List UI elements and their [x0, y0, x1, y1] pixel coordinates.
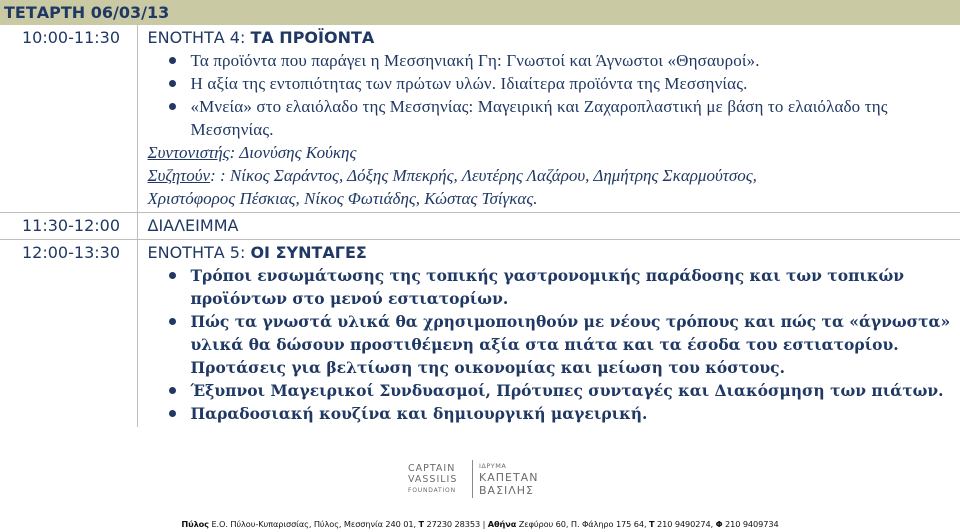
- list-item-text: Τρόποι ενσωμάτωσης της τοπικής γαστρονομικής παράδοσης και των τοπικών προϊόντων στο μενού εστιατορίων.: [190, 266, 905, 308]
- logo-text: ΒΑΣΙΛΗΣ: [479, 484, 535, 497]
- session-row: [0, 25, 960, 213]
- schedule-table: [0, 25, 960, 427]
- session-content: [137, 240, 960, 428]
- speakers-names-continued: Χριστόφορος Πέσκιας, Νίκος Φωτιάδης, Κώστας Τσίγκας.: [147, 189, 538, 208]
- coordinator-line: [148, 141, 960, 164]
- footer-phone-value: 27230 28353 |: [423, 519, 488, 529]
- footer-athens-address: Ζεφύρου 60, Π. Φάληρο 175 64,: [516, 519, 649, 529]
- footer-phone-label: T: [418, 519, 424, 529]
- list-item: [148, 379, 960, 402]
- list-item: [148, 264, 960, 310]
- speakers-label: Συζητούν: [147, 166, 211, 185]
- session-time: 10:00-11:30: [0, 25, 137, 213]
- logo-text: VASSILIS: [408, 473, 458, 485]
- coordinator-name: : Διονύσης Κούκης: [229, 143, 357, 162]
- session-title: ΤΑ ΠΡΟΪΟΝΤΑ: [250, 28, 375, 47]
- bullet-icon: [169, 57, 176, 64]
- logo-text: CAPTAIN: [408, 462, 456, 474]
- bullet-list: [148, 49, 960, 141]
- bullet-icon: [169, 80, 176, 87]
- session-content: [137, 213, 960, 240]
- session-heading: [148, 27, 960, 49]
- logo-divider: [472, 460, 473, 498]
- list-item: [148, 95, 960, 141]
- session-row: [0, 213, 960, 240]
- logo-english: [408, 463, 466, 496]
- footer-phone-value: 210 9490274,: [654, 519, 716, 529]
- break-label: ΔΙΑΛΕΙΜΜΑ: [147, 216, 239, 235]
- list-item-text: Η αξία της εντοπιότητας των πρώτων υλών. Ιδιαίτερα προϊόντα της Μεσσηνίας.: [190, 74, 748, 93]
- day-header: ΤΕΤΑΡΤΗ 06/03/13: [0, 0, 960, 25]
- speakers-line: [148, 164, 960, 187]
- session-time: 12:00-13:30: [0, 240, 137, 428]
- list-item: [148, 402, 960, 425]
- logo-text: FOUNDATION: [408, 486, 456, 494]
- foundation-logo: [408, 459, 568, 499]
- list-item-text: «Μνεία» στο ελαιόλαδο της Μεσσηνίας: Μαγειρική και Ζαχαροπλαστική με βάση το ελαιόλαδο της Μεσσηνίας.: [190, 97, 888, 139]
- coordinator-label: Συντονιστής: [147, 143, 230, 162]
- footer-pylos-label: Πύλος: [181, 519, 209, 529]
- footer-fax-label: Φ: [715, 519, 723, 529]
- bullet-icon: [169, 387, 176, 394]
- footer-pylos-address: Ε.Ο. Πύλου-Κυπαρισσίας, Πύλος, Μεσσηνία 240 01,: [208, 519, 419, 529]
- session-prefix: ΕΝΟΤΗΤΑ 4:: [147, 28, 251, 47]
- bullet-icon: [169, 103, 176, 110]
- session-row: [0, 240, 960, 428]
- footer-contact: [0, 519, 960, 529]
- logo-text: ΙΔΡΥΜΑ: [479, 462, 507, 470]
- footer-athens-label: Αθήνα: [487, 519, 517, 529]
- logo-text: ΚΑΠΕΤΑΝ: [479, 471, 539, 484]
- bullet-icon: [169, 410, 176, 417]
- list-item: [148, 49, 960, 72]
- footer-phone-label: T: [649, 519, 655, 529]
- session-time: 11:30-12:00: [0, 213, 137, 240]
- list-item: [148, 72, 960, 95]
- list-item-text: Πώς τα γνωστά υλικά θα χρησιμοποιηθούν με νέους τρόπους και πώς τα «άγνωστα» υλικά θα δώσουν προστιθέμενη αξία στα πιάτα και τα έσοδα του εστιατορίου. Προτάσεις για βελτίωση της οικονομίας και μείωση του κόστους.: [190, 312, 951, 377]
- session-heading: [148, 242, 960, 264]
- list-item-text: Παραδοσιακή κουζίνα και δημιουργική μαγειρική.: [190, 404, 648, 423]
- bullet-list: [148, 264, 960, 425]
- session-title: ΟΙ ΣΥΝΤΑΓΕΣ: [250, 243, 367, 262]
- list-item-text: Τα προϊόντα που παράγει η Μεσσηνιακή Γη: Γνωστοί και Άγνωστοι «Θησαυροί».: [190, 51, 760, 70]
- bullet-icon: [169, 318, 176, 325]
- list-item-text: Έξυπνοι Μαγειρικοί Συνδυασμοί, Πρότυπες συνταγές και Διακόσμηση των πιάτων.: [190, 381, 944, 400]
- session-prefix: ΕΝΟΤΗΤΑ 5:: [147, 243, 251, 262]
- footer-fax-value: 210 9409734: [722, 519, 779, 529]
- list-item: [148, 310, 960, 379]
- logo-greek: [479, 461, 538, 497]
- speakers-names: : : Νίκος Σαράντος, Δόξης Μπεκρής, Λευτέρης Λαζάρου, Δημήτρης Σκαρμούτσος,: [210, 166, 757, 185]
- bullet-icon: [169, 272, 176, 279]
- session-credits: [148, 141, 960, 210]
- session-content: [137, 25, 960, 213]
